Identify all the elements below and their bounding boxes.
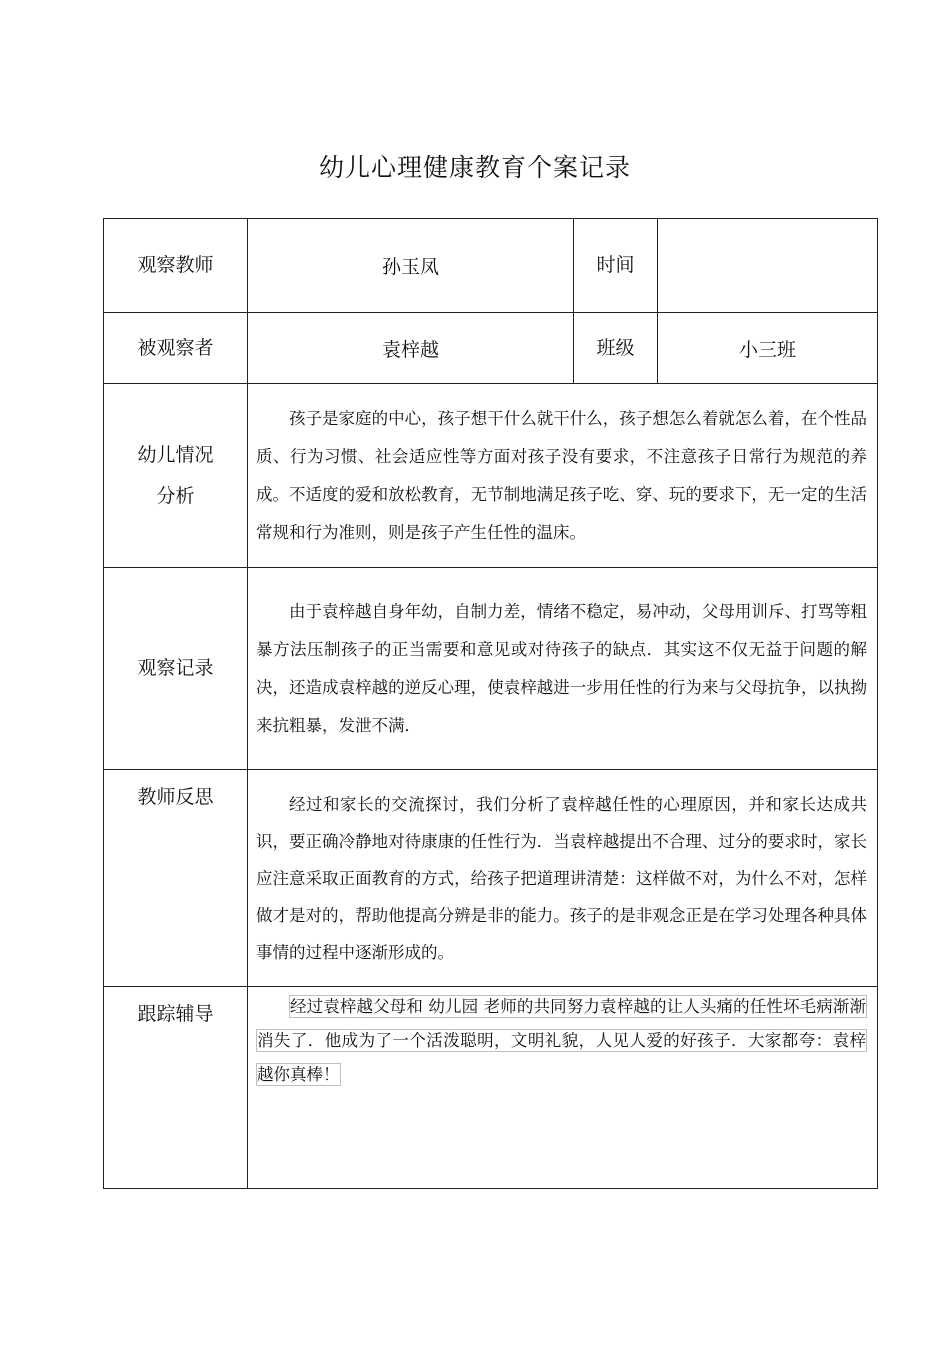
tracking-text: 经过袁梓越父母和 幼儿园 老师的共同努力袁梓越的让人头痛的任性坏毛病渐渐消失了．他成为了一个活泼聪明，文明礼貌，人见人爱的好孩子．大家都夸：袁梓越你真棒！	[257, 997, 866, 1084]
analysis-label-line-2: 分析	[156, 484, 195, 507]
row-observation	[104, 568, 878, 770]
row-analysis	[104, 384, 878, 568]
reflection-label: 教师反思	[104, 770, 248, 987]
class-value: 小三班	[658, 313, 878, 384]
tracking-cell	[248, 987, 878, 1189]
row-reflection	[104, 770, 878, 987]
time-value	[658, 219, 878, 313]
observation-label: 观察记录	[104, 568, 248, 770]
time-label: 时间	[574, 219, 658, 313]
teacher-label: 观察教师	[104, 219, 248, 313]
observation-cell	[248, 568, 878, 770]
analysis-label-line-1: 幼儿情况	[137, 443, 214, 466]
subject-value: 袁梓越	[248, 313, 574, 384]
row-teacher-time	[104, 219, 878, 313]
reflection-cell	[248, 770, 878, 987]
reflection-text: 经过和家长的交流探讨，我们分析了袁梓越任性的心理原因，并和家长达成共识，要正确冷静地对待康康的任性行为．当袁梓越提出不合理、过分的要求时，家长应注意采取正面教育的方式，给孩子把道理讲清楚：这样做不对，为什么不对，怎样做才是对的，帮助他提高分辨是非的能力。孩子的是非观念正是在学习处理各种具体事情的过程中逐渐形成的。	[256, 794, 867, 962]
observation-text: 由于袁梓越自身年幼，自制力差，情绪不稳定，易冲动，父母用训斥、打骂等粗暴方法压制孩子的正当需要和意见或对待孩子的缺点．其实这不仅无益于问题的解决，还造成袁梓越的逆反心理，使袁梓越进一步用任性的行为来与父母抗争，以执拗来抗粗暴，发泄不满．	[256, 601, 867, 735]
analysis-cell	[248, 384, 878, 568]
tracking-paragraph	[248, 990, 877, 1092]
page-title: 幼儿心理健康教育个案记录	[318, 153, 631, 182]
analysis-label	[104, 384, 248, 568]
row-tracking	[104, 987, 878, 1189]
case-record-table	[103, 218, 878, 1189]
row-subject-class	[104, 313, 878, 384]
analysis-text: 孩子是家庭的中心，孩子想干什么就干什么，孩子想怎么着就怎么着，在个性品质、行为习惯、社会适应性等方面对孩子没有要求，不注意孩子日常行为规范的养成。不适度的爱和放松教育，无节制地满足孩子吃、穿、玩的要求下，无一定的生活常规和行为准则，则是孩子产生任性的温床。	[256, 408, 867, 542]
class-label: 班级	[574, 313, 658, 384]
tracking-label: 跟踪辅导	[104, 987, 248, 1189]
subject-label: 被观察者	[104, 313, 248, 384]
teacher-value: 孙玉凤	[248, 219, 574, 313]
